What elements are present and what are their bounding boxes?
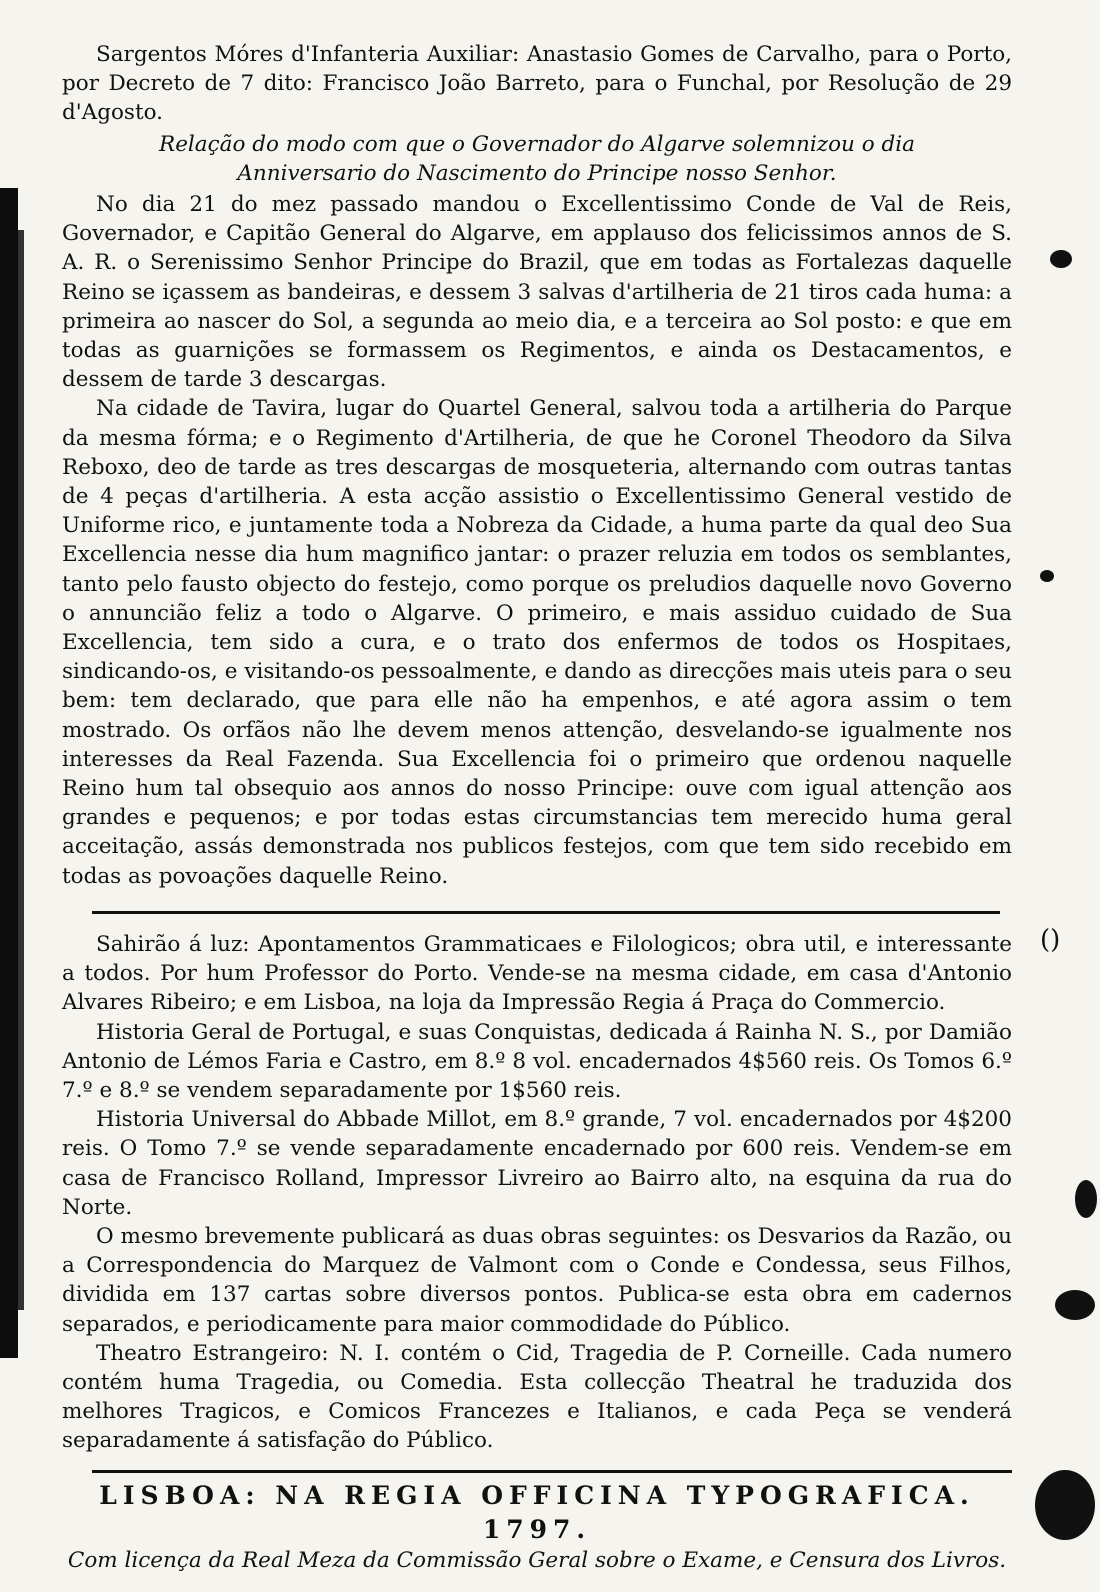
page-binding-edge	[18, 230, 24, 1310]
page-binding-shadow	[0, 188, 18, 1358]
page-content	[62, 40, 1012, 1575]
paragraph-2: Na cidade de Tavira, lugar do Quartel General, salvou toda a artilheria do Parque da mesma fórma; e o Regimento d'Artilheria, de que he Coronel Theodoro da Silva Reboxo, deo de tarde as tres descargas de mosqueteria, alternando com outras tantas de 4 peças d'artilheria. A esta acção assistio o Excellentissimo General vestido de Uniforme rico, e juntamente toda a Nobreza da Cidade, a huma parte da qual deo Sua Excellencia nesse dia hum magnifico jantar: o prazer reluzia em todos os semblantes, tanto pelo fausto objecto do festejo, como porque os preludios daquelle novo Governo o annuncião feliz a todo o Algarve. O primeiro, e mais assiduo cuidado de Sua Excellencia, tem sido a cura, e o trato dos enfermos de todos os Hospitaes, sindicando-os, e visitando-os pessoalmente, e dando as direcções mais uteis para o seu bem: tem declarado, que para elle não ha empenhos, e até agora assim o tem mostrado. Os orfãos não lhe devem menos attenção, desvelando-se igualmente nos interesses da Real Fazenda. Sua Excellencia foi o primeiro que ordenou naquelle Reino hum tal obsequio aos annos do nosso Principe: ouve com igual attenção aos grandes e pequenos; e por todas estas circumstancias tem merecido huma geral acceitação, assás demonstrada nos publicos festejos, com que tem sido recebido em todas as povoações daquelle Reino.	[62, 396, 1012, 889]
ink-blot	[1055, 1290, 1095, 1320]
paragraph-1: No dia 21 do mez passado mandou o Excellentissimo Conde de Val de Reis, Governador, e Capitão General do Algarve, em applauso dos felicissimos annos de S. A. R. o Serenissimo Senhor Principe do Brazil, que em todas as Fortalezas daquelle Reino se içassem as bandeiras, e dessem 3 salvas d'artilheria de 21 tiros cada huma: a primeira ao nascer do Sol, a segunda ao meio dia, e a terceira ao Sol posto: e que em todas as guarnições se formassem os Regimentos, e ainda os Destacamentos, e dessem de tarde 3 descargas.	[62, 192, 1012, 393]
footer-divider	[92, 1470, 1012, 1473]
ink-blot	[1040, 570, 1054, 582]
advertisement-2: Historia Geral de Portugal, e suas Conquistas, dedicada á Rainha N. S., por Damião Antonio de Lémos Faria e Castro, em 8.º 8 vol. encadernados 4$560 reis. Os Tomos 6.º 7.º e 8.º se vendem separadamente por 1$560 reis.	[62, 1019, 1012, 1103]
advertisement-4: O mesmo brevemente publicará as duas obras seguintes: os Desvarios da Razão, ou a Correspondencia do Marquez de Valmont com o Conde e Condessa, seus Filhos, dividida em 137 cartas sobre diversos pontos. Publica-se esta obra em cadernos separados, e periodicamente para maior commodidade do Público.	[62, 1223, 1012, 1337]
advertisement-3: Historia Universal do Abbade Millot, em 8.º grande, 7 vol. encadernados por 4$200 reis. O Tomo 7.º se vende separadamente encadernado por 600 reis. Vendem-se em casa de Francisco Rolland, Impressor Livreiro ao Bairro alto, na esquina da rua do Norte.	[62, 1107, 1012, 1220]
ink-blot	[1075, 1180, 1097, 1218]
ink-blot	[1035, 1470, 1095, 1540]
ink-blot	[1050, 250, 1072, 268]
advertisement-1: Sahirão á luz: Apontamentos Grammaticaes e Filologicos; obra util, e interessante a todos. Por hum Professor do Porto. Vende-se na mesma cidade, em casa d'Antonio Alvares Ribeiro; e em Lisboa, na loja da Impressão Regia á Praça do Commercio.	[62, 931, 1012, 1016]
advertisement-5: Theatro Estrangeiro: N. I. contém o Cid, Tragedia de P. Corneille. Cada numero contém huma Tragedia, ou Comedia. Esta collecção Theatral he traduzida dos melhores Tragicos, e Comicos Francezes e Italianos, e cada Peça se venderá separadamente á satisfação do Público.	[62, 1340, 1012, 1454]
header-line: Sargentos Móres d'Infanteria Auxiliar: Anastasio Gomes de Carvalho, para o Porto, por Decreto de 7 dito: Francisco João Barreto, para o Funchal, por Resolução de 29 d'Agosto.	[62, 42, 1012, 126]
margin-mark: ()	[1040, 925, 1061, 955]
imprint-line: LISBOA: NA REGIA OFFICINA TYPOGRAFICA. 1797.	[99, 1480, 975, 1544]
license-line: Com licença da Real Meza da Commissão Geral sobre o Exame, e Censura dos Livros.	[67, 1547, 1007, 1573]
section-divider	[92, 911, 1000, 914]
relacao-title: Relação do modo com que o Governador do Algarve solemnizou o dia Anniversario do Nascimento do Principe nosso Senhor.	[159, 131, 915, 186]
